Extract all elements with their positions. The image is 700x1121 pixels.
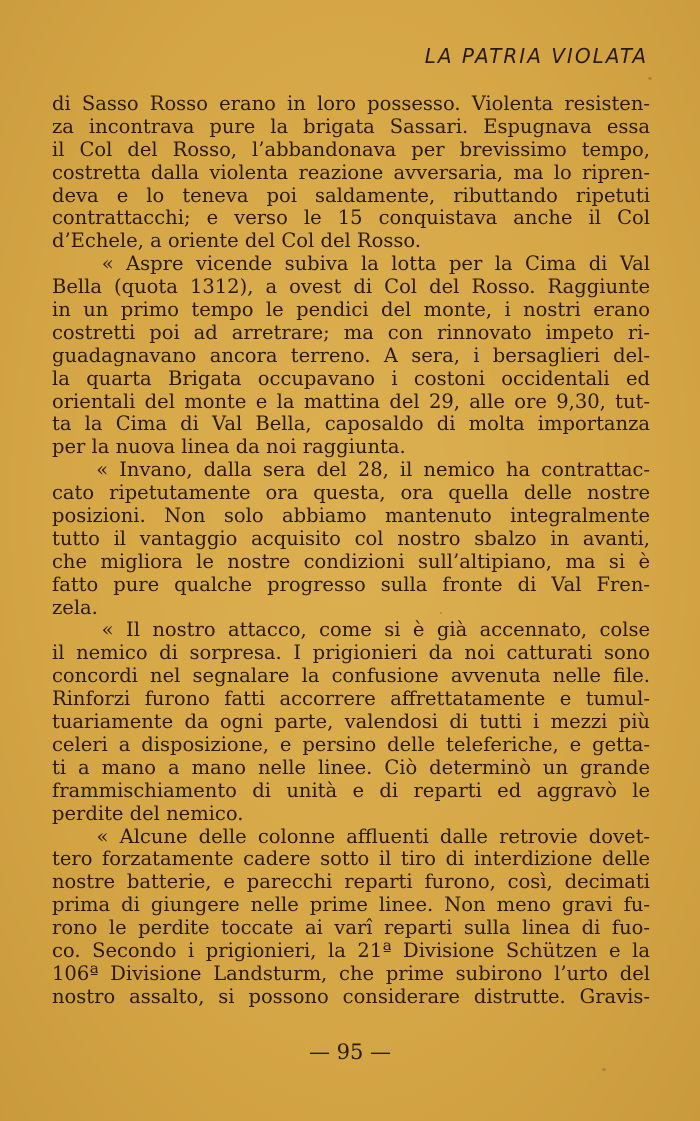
text-line: prima di giungere nelle prime linee. Non meno gravi fu- (52, 894, 650, 917)
text-line: posizioni. Non solo abbiamo mantenuto integralmente (52, 505, 650, 528)
text-line: per la nuova linea da noi raggiunta. (52, 436, 406, 459)
text-line: fatto pure qualche progresso sulla fronte di Val Fren- (52, 573, 650, 596)
text-line: orientali del monte e la mattina del 29, alle ore 9,30, tut- (52, 390, 650, 413)
text-line: costretta dalla violenta reazione avversaria, ma lo ripren- (52, 161, 650, 184)
text-line: deva e lo teneva poi saldamente, ributtando ripetuti (52, 184, 650, 207)
text-line: nostre batterie, e parecchi reparti furono, così, decimati (52, 871, 650, 894)
text-line: tuariamente da ogni parte, valendosi di tutti i mezzi più (52, 711, 650, 734)
text-line: cato ripetutamente ora questa, ora quella delle nostre (52, 482, 650, 505)
text-line: d’Echele, a oriente del Col del Rosso. (52, 230, 421, 253)
text-line: tutto il vantaggio acquisito col nostro sbalzo in avanti, (52, 527, 650, 550)
text-line: 106ª Divisione Landsturm, che prime subirono l’urto del (52, 962, 650, 985)
text-line: rono le perdite toccate ai varî reparti sulla linea di fuo- (52, 917, 650, 940)
text-line: celeri a disposizione, e persino delle teleferiche, e getta- (52, 733, 650, 756)
paper-speck (440, 612, 442, 614)
text-line: co. Secondo i prigionieri, la 21ª Divisione Schützen e la (52, 939, 650, 962)
text-line: nostro assalto, si possono considerare distrutte. Gravis- (52, 985, 650, 1008)
page-number: — 95 — (308, 1040, 392, 1064)
text-line: « Il nostro attacco, come si è già accennato, colse (52, 619, 650, 642)
text-line: costretti poi ad arretrare; ma con rinnovato impeto ri- (52, 321, 650, 344)
running-head: LA PATRIA VIOLATA (424, 44, 648, 68)
text-line: contrattacchi; e verso le 15 conquistava anche il Col (52, 207, 650, 230)
body-text (52, 93, 650, 1009)
paper-speck (602, 1068, 606, 1071)
paper-speck (648, 77, 652, 80)
text-line: guadagnavano ancora terreno. A sera, i bersaglieri del- (52, 344, 650, 367)
text-line: « Aspre vicende subiva la lotta per la Cima di Val (52, 253, 650, 276)
text-line: di Sasso Rosso erano in loro possesso. Violenta resisten- (52, 93, 650, 115)
text-line: perdite del nemico. (52, 802, 244, 825)
text-line: « Alcune delle colonne affluenti dalle retrovie dovet- (52, 825, 650, 848)
text-line: concordi nel segnalare la confusione avvenuta nelle file. (52, 665, 650, 688)
text-line: Rinforzi furono fatti accorrere affrettatamente e tumul- (52, 688, 650, 711)
text-line: la quarta Brigata occupavano i costoni occidentali ed (52, 367, 650, 390)
text-line: in un primo tempo le pendici del monte, i nostri erano (52, 299, 650, 322)
text-line: tero forzatamente cadere sotto il tiro di interdizione delle (52, 848, 650, 871)
text-line: frammischiamento di unità e di reparti ed aggravò le (52, 779, 650, 802)
text-line: ta la Cima di Val Bella, caposaldo di molta importanza (52, 413, 650, 436)
text-line: che migliora le nostre condizioni sull’altipiano, ma si è (52, 550, 650, 573)
text-line: « Invano, dalla sera del 28, il nemico ha contrattac- (52, 459, 650, 482)
text-line: Bella (quota 1312), a ovest di Col del Rosso. Raggiunte (52, 276, 650, 299)
text-line: zela. (52, 596, 98, 619)
text-line: za incontrava pure la brigata Sassari. Espugnava essa (52, 115, 650, 138)
text-line: il Col del Rosso, l’abbandonava per brevissimo tempo, (52, 138, 650, 161)
text-line: il nemico di sorpresa. I prigionieri da noi catturati sono (52, 642, 650, 665)
text-line: ti a mano a mano nelle linee. Ciò determinò un grande (52, 756, 650, 779)
